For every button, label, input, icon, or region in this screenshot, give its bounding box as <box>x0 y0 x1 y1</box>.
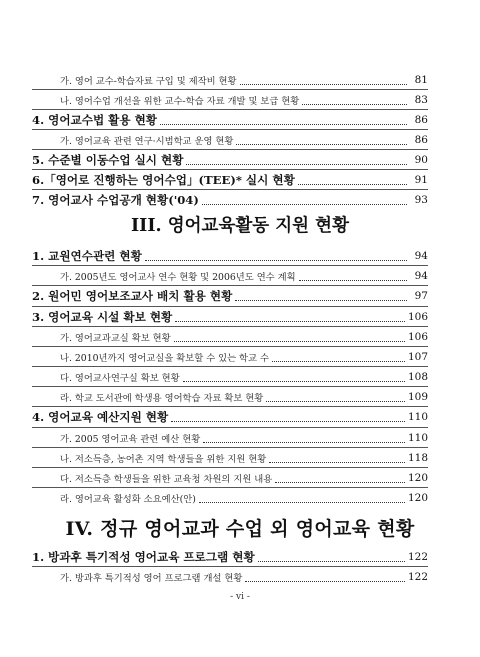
dot-leader <box>174 333 405 342</box>
toc-entry-page: 91 <box>414 174 428 186</box>
toc-entry[interactable] <box>32 151 428 169</box>
toc-entry[interactable] <box>32 111 428 129</box>
dot-leader <box>236 136 407 145</box>
dot-leader <box>275 474 405 483</box>
page-number-footer: - vi - <box>230 592 250 602</box>
divider <box>32 346 428 347</box>
toc-entry[interactable] <box>60 568 428 586</box>
section-title: III. 영어교육활동 지원 현황 <box>131 216 349 236</box>
toc-entry-page: 122 <box>407 571 428 583</box>
toc-entry[interactable] <box>60 449 428 467</box>
toc-entry[interactable] <box>32 191 428 209</box>
toc-entry-page: 94 <box>414 270 428 282</box>
toc-entry-page: 118 <box>407 452 428 464</box>
divider <box>32 386 428 387</box>
toc-entry-label: 가. 2005년도 영어교사 연수 현황 및 2006년도 연수 계획 <box>60 272 296 283</box>
toc-entry-page: 108 <box>407 371 428 383</box>
toc-entry-page: 90 <box>414 154 428 166</box>
dot-leader <box>266 393 405 402</box>
divider <box>32 427 428 428</box>
dot-leader <box>183 373 405 382</box>
toc-entry-label: 3. 영어교육 시설 확보 현황 <box>32 310 173 324</box>
toc-entry-label: 다. 저소득층 학생들을 위한 교육청 차원의 지원 내용 <box>60 474 273 485</box>
divider <box>32 265 428 266</box>
toc-entry-label: 7. 영어교사 수업공개 현황('04) <box>32 193 199 207</box>
toc-entry-page: 97 <box>414 290 428 302</box>
toc-entry[interactable] <box>32 308 428 326</box>
toc-entry[interactable] <box>32 247 428 265</box>
dot-leader <box>199 494 405 503</box>
toc-entry[interactable] <box>60 368 428 386</box>
toc-entry[interactable] <box>60 469 428 487</box>
toc-entry-page: 122 <box>407 551 428 563</box>
dot-leader <box>171 413 405 422</box>
dot-leader <box>203 434 405 443</box>
divider <box>32 366 428 367</box>
toc-entry-label: 2. 원어민 영어보조교사 배치 활용 현황 <box>32 289 233 303</box>
toc-entry-page: 107 <box>407 351 428 363</box>
divider <box>32 306 428 307</box>
toc-entry-label: 1. 교원연수관련 현황 <box>32 249 142 263</box>
dot-leader <box>302 96 407 105</box>
toc-entry-label: 나. 저소득층, 농어촌 지역 학생들을 위한 지원 현황 <box>60 454 267 465</box>
toc-entry-page: 106 <box>407 331 428 343</box>
toc-entry-label: 6.「영어로 진행하는 영어수업」(TEE)* 실시 현황 <box>32 173 295 187</box>
toc-entry-label: 4. 영어교수법 활용 현황 <box>32 113 158 127</box>
toc-entry[interactable] <box>60 328 428 346</box>
divider <box>32 129 428 130</box>
dot-leader <box>299 272 407 281</box>
divider <box>32 169 428 170</box>
toc-entry[interactable] <box>60 91 428 109</box>
dot-leader <box>145 252 407 261</box>
section-title: IV. 정규 영어교과 수업 외 영어교육 현황 <box>65 518 415 540</box>
toc-entry-page: 106 <box>407 311 428 323</box>
toc-entry-page: 83 <box>414 94 428 106</box>
toc-entry[interactable] <box>32 408 428 426</box>
toc-entry-label: 1. 방과후 특기적성 영어교육 프로그램 현황 <box>32 550 255 564</box>
toc-entry-label: 가. 2005 영어교육 관련 예산 현황 <box>60 434 201 445</box>
divider <box>32 285 428 286</box>
toc-entry-page: 81 <box>414 74 428 86</box>
toc-entry-page: 110 <box>407 411 428 423</box>
toc-entry[interactable] <box>60 131 428 149</box>
toc-entry-label: 가. 영어교과교실 확보 현황 <box>60 333 171 344</box>
toc-entry-label: 라. 학교 도서관에 학생용 영어학습 자료 확보 현황 <box>60 393 264 404</box>
toc-entry[interactable] <box>32 287 428 305</box>
dot-leader <box>235 292 407 301</box>
toc-entry[interactable] <box>32 171 428 189</box>
toc-entry-label: 다. 영어교사연구실 확보 현황 <box>60 373 180 384</box>
divider <box>32 189 428 190</box>
dot-leader <box>175 313 405 322</box>
toc-entry-label: 가. 방과후 특기적성 영어 프로그램 개설 현황 <box>60 573 243 584</box>
toc-entry[interactable] <box>60 489 428 507</box>
toc-entry-page: 110 <box>407 432 428 444</box>
divider <box>32 326 428 327</box>
divider <box>32 406 428 407</box>
divider <box>32 566 428 567</box>
divider <box>32 89 428 90</box>
divider <box>32 109 428 110</box>
toc-entry[interactable] <box>60 267 428 285</box>
toc-entry[interactable] <box>60 348 428 366</box>
dot-leader <box>160 116 407 125</box>
dot-leader <box>272 353 405 362</box>
toc-entry-label: 가. 영어 교수-학습자료 구입 및 제작비 현황 <box>60 76 237 87</box>
dot-leader <box>245 573 405 582</box>
divider <box>32 487 428 488</box>
toc-entry[interactable] <box>60 388 428 406</box>
toc-entry-page: 120 <box>407 472 428 484</box>
toc-entry-page: 86 <box>414 134 428 146</box>
toc-entry-label: 가. 영어교육 관련 연구·시범학교 운영 현황 <box>60 136 234 147</box>
dot-leader <box>258 553 405 562</box>
toc-entry-page: 120 <box>407 492 428 504</box>
toc-entry-label: 4. 영어교육 예산지원 현황 <box>32 410 169 424</box>
toc-entry[interactable] <box>60 429 428 447</box>
toc-entry-page: 86 <box>414 114 428 126</box>
toc-entry-label: 라. 영어교육 활성화 소요예산(안) <box>60 494 196 505</box>
toc-entry[interactable] <box>60 71 428 89</box>
divider <box>32 447 428 448</box>
dot-leader <box>202 196 407 205</box>
toc-entry[interactable] <box>32 548 428 566</box>
toc-entry-page: 93 <box>414 194 428 206</box>
divider <box>32 467 428 468</box>
toc-entry-label: 나. 영어수업 개선을 위한 교수-학습 자료 개발 및 보급 현황 <box>60 96 300 107</box>
dot-leader <box>269 454 405 463</box>
toc-entry-page: 94 <box>414 250 428 262</box>
dot-leader <box>240 76 407 85</box>
dot-leader <box>186 156 407 165</box>
toc-entry-label: 5. 수준별 이동수업 실시 현황 <box>32 153 184 167</box>
dot-leader <box>298 176 407 185</box>
toc-entry-label: 나. 2010년까지 영어교실을 확보할 수 있는 학교 수 <box>60 353 269 364</box>
toc-entry-page: 109 <box>407 391 428 403</box>
divider <box>32 149 428 150</box>
